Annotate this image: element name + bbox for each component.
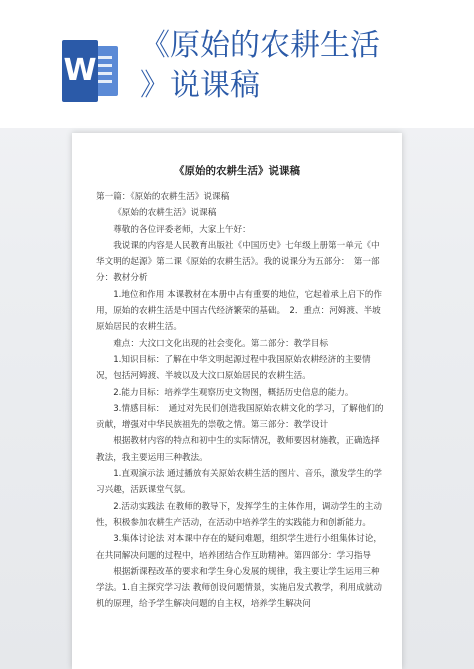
document-header — [0, 0, 474, 128]
paragraph: 2.能力目标：培养学生观察历史文物图，概括历史信息的能力。 — [113, 387, 354, 398]
paragraph: 3.情感目标： 通过对先民们创造我国原始农耕文化的学习，了解他们的贡献，增强对中华民族祖先的崇敬之情。第三部分：教学设计 — [96, 403, 384, 431]
paragraph: 难点：大汶口文化出现的社会变化。第二部分：教学目标 — [113, 338, 329, 349]
document-title — [140, 26, 460, 106]
paragraph: 2.活动实践法 在教师的教导下，发挥学生的主体作用，调动学生的主动性，积极参加农耕生产活动，在活动中培养学生的实践能力和创新能力。 — [96, 501, 382, 528]
document-title-line-2: 》说课稿 — [140, 68, 260, 103]
paragraph: 尊敬的各位评委老师，大家上午好： — [113, 224, 251, 235]
paragraph: 3.集体讨论法 对本课中存在的疑问难题，组织学生进行小组集体讨论，在共同解决问题的过程中，培养团结合作互助精神。第四部分：学习指导 — [96, 534, 382, 561]
paragraph: 根据教材内容的特点和初中生的实际情况，教师要因材施教，正确选择教法，我主要运用三种教法。 — [96, 436, 380, 463]
word-icon-letter: W — [62, 40, 98, 102]
page-body — [96, 189, 386, 613]
page-title: 《原始的农耕生活》说课稿 — [174, 165, 300, 177]
paragraph: 我说课的内容是人民教育出版社《中国历史》七年级上册第一单元《中华文明的起源》第二课《原始的农耕生活》。我的说课分为五部分： 第一部分：教材分析 — [96, 240, 380, 284]
paragraph: 1.知识目标：了解在中华文明起源过程中我国原始农耕经济的主要情况，包括河姆渡、半坡以及大汶口原始居民的农耕生活。 — [96, 354, 371, 382]
paragraph: 根据新课程改革的要求和学生身心发展的规律，我主要让学生运用三种学法。1.自主探究学习法 教师创设问题情景，实施启发式教学，利用成就动机的原理，给予学生解决问题的自主权，培养学生解决问 — [96, 566, 382, 610]
paragraph: 1.直观演示法 通过播放有关原始农耕生活的图片、音乐，激发学生的学习兴趣，活跃课堂气氛。 — [96, 469, 382, 496]
document-page — [72, 133, 402, 669]
document-title-line-1: 《原始的农耕生活 — [140, 28, 380, 63]
word-document-icon — [62, 40, 118, 102]
paragraph: 《原始的农耕生活》说课稿 — [113, 208, 217, 219]
paragraph: 第一篇：《原始的农耕生活》说课稿 — [96, 192, 230, 202]
paragraph: 1.地位和作用 本课教材在本册中占有重要的地位，它起着承上启下的作用，原始的农耕生活是中国古代经济繁荣的基础。 2．重点：河姆渡、半坡原始居民的农耕生活。 — [96, 289, 382, 333]
